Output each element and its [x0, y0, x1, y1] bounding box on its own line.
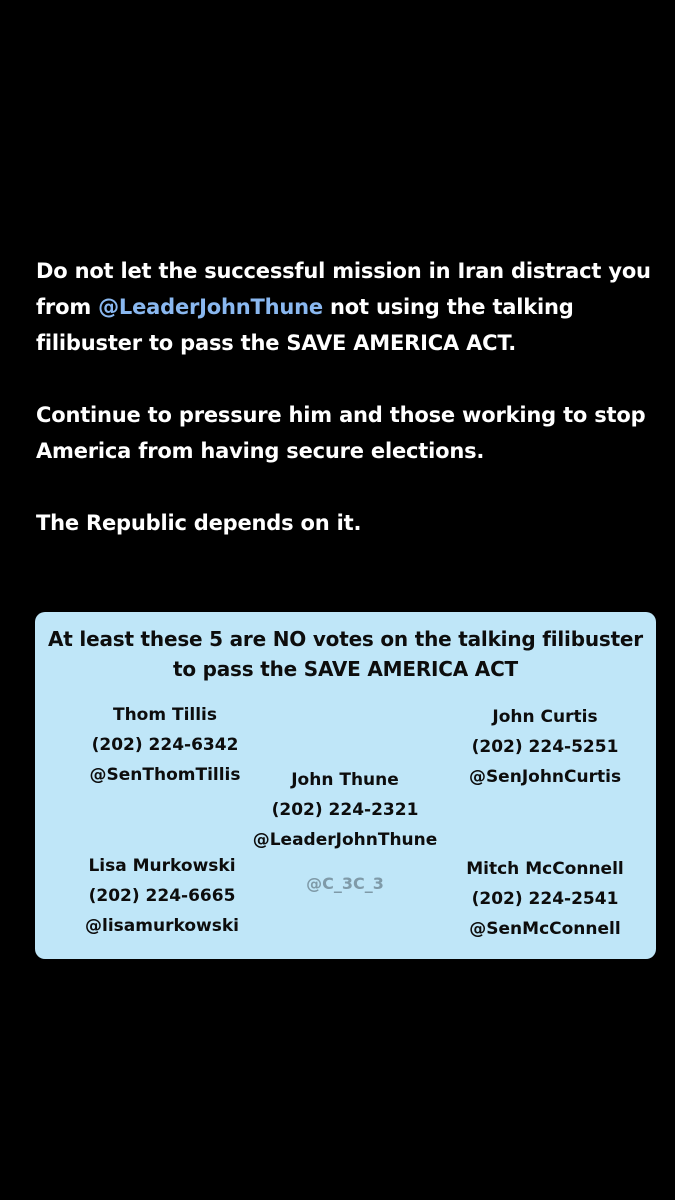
post-text-part: not using the talking filibuster to pass the SAVE AMERICA ACT. — [36, 295, 574, 355]
senator-handle: @LeaderJohnThune — [252, 830, 438, 850]
senator-handle: @SenThomTillis — [89, 765, 241, 785]
senator-phone: (202) 224-2321 — [271, 800, 419, 820]
senator-phone: (202) 224-2541 — [471, 889, 619, 909]
watermark-text: @C_3C_3 — [306, 874, 384, 893]
senator-phone: (202) 224-5251 — [471, 737, 619, 757]
card-title — [35, 624, 656, 684]
post-paragraph-3: The Republic depends on it. — [36, 511, 362, 535]
post-text-part: Do not let the successful mission in Iran distract you from — [36, 259, 651, 319]
senator-thune — [235, 765, 455, 855]
post-text — [36, 253, 656, 577]
senator-handle: @SenMcConnell — [469, 919, 621, 939]
senator-name: Lisa Murkowski — [88, 856, 236, 876]
senator-card-image — [35, 612, 656, 959]
senator-name: John Thune — [291, 770, 399, 790]
senator-curtis — [440, 702, 650, 792]
senator-murkowski — [57, 851, 267, 941]
senator-phone: (202) 224-6665 — [88, 886, 236, 906]
card-title-line-2: to pass the SAVE AMERICA ACT — [172, 657, 518, 681]
card-title-line-1: At least these 5 are NO votes on the talking filibuster — [48, 627, 643, 651]
senator-handle: @SenJohnCurtis — [468, 767, 622, 787]
mention-link[interactable]: @LeaderJohnThune — [98, 295, 323, 319]
post-paragraph-1 — [36, 253, 656, 361]
senator-name: John Curtis — [492, 707, 598, 727]
post-paragraph-2: Continue to pressure him and those working to stop America from having secure elections. — [36, 403, 646, 463]
senator-phone: (202) 224-6342 — [91, 735, 239, 755]
senator-name: Mitch McConnell — [466, 859, 624, 879]
senator-name: Thom Tillis — [112, 705, 218, 725]
senator-mcconnell — [445, 854, 645, 944]
senator-handle: @lisamurkowski — [85, 916, 239, 936]
